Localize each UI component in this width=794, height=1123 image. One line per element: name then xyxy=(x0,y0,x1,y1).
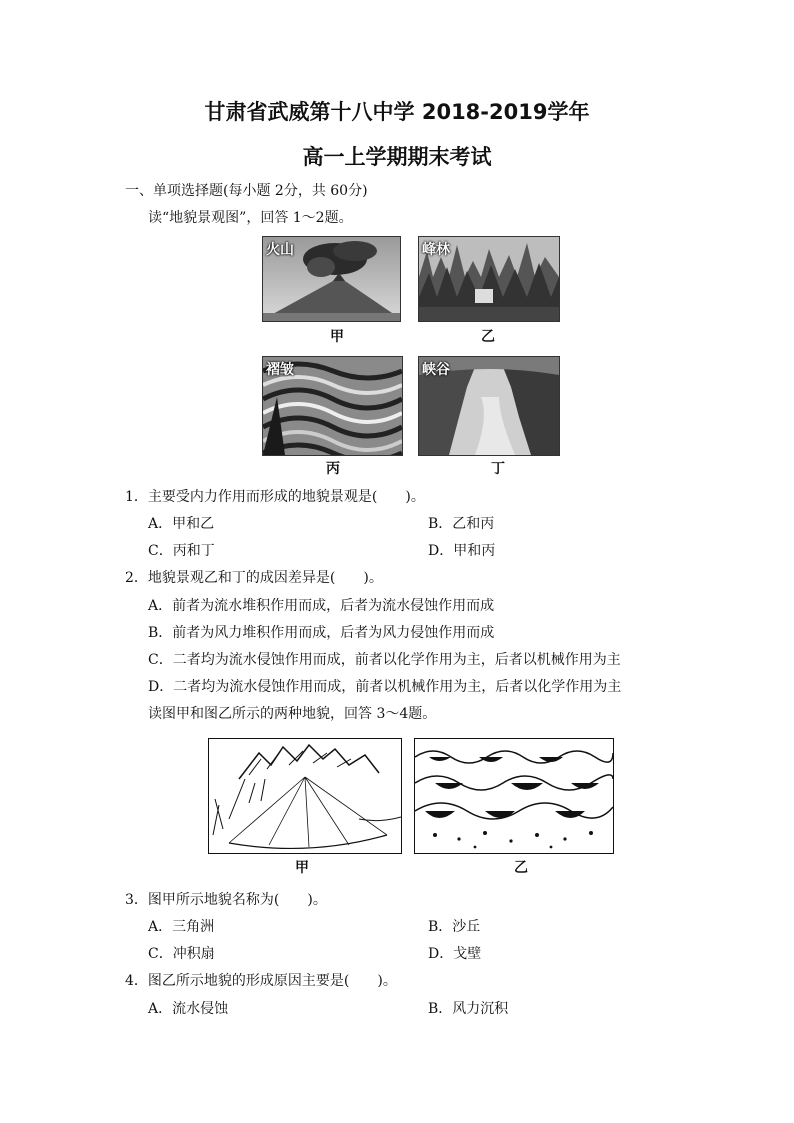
volcano-photo xyxy=(262,236,401,322)
question-1-stem: 1．主要受内力作用而形成的地貌景观是( )。 xyxy=(125,489,425,505)
fold-photo xyxy=(262,356,403,456)
question-3-option-d: D．戈壁 xyxy=(428,946,482,962)
question-2-option-b: B．前者为风力堆积作用而成，后者为风力侵蚀作用而成 xyxy=(148,625,495,641)
gorge-photo xyxy=(418,356,560,456)
photo-caption-ding: 丁 xyxy=(491,461,505,477)
sketch-caption-yi: 乙 xyxy=(514,860,528,876)
question-4-stem: 4．图乙所示地貌的形成原因主要是( )。 xyxy=(125,973,397,989)
question-3-stem: 3．图甲所示地貌名称为( )。 xyxy=(125,892,327,908)
photo-label-fold: 褶皱 xyxy=(266,362,294,378)
photo-caption-jia: 甲 xyxy=(330,329,344,345)
photo-label-gorge: 峡谷 xyxy=(422,362,450,378)
photo-caption-yi: 乙 xyxy=(481,329,495,345)
question-3-option-b: B．沙丘 xyxy=(428,919,481,935)
question-4-option-b: B．风力沉积 xyxy=(428,1001,509,1017)
question-1-option-b: B．乙和丙 xyxy=(428,516,495,532)
figure1-intro: 读“地貌景观图”，回答 1～2题。 xyxy=(148,210,353,226)
question-2-option-c: C．二者均为流水侵蚀作用而成，前者以化学作用为主，后者以机械作用为主 xyxy=(148,652,621,668)
photo-label-peak-forest: 峰林 xyxy=(422,242,450,258)
sketch-caption-jia: 甲 xyxy=(295,860,309,876)
question-1-option-a: A．甲和乙 xyxy=(148,516,215,532)
question-1-option-c: C．丙和丁 xyxy=(148,543,215,559)
figure2-intro: 读图甲和图乙所示的两种地貌，回答 3～4题。 xyxy=(148,706,437,722)
question-1-option-d: D．甲和丙 xyxy=(428,543,496,559)
question-3-option-c: C．冲积扇 xyxy=(148,946,215,962)
question-2-stem: 2．地貌景观乙和丁的成因差异是( )。 xyxy=(125,570,383,586)
photo-label-volcano: 火山 xyxy=(266,242,294,258)
page-title-line1: 甘肃省武威第十八中学 2018-2019学年 xyxy=(204,100,590,124)
photo-caption-bing: 丙 xyxy=(326,461,340,477)
question-2-option-a: A．前者为流水堆积作用而成，后者为流水侵蚀作用而成 xyxy=(148,598,495,614)
question-4-option-a: A．流水侵蚀 xyxy=(148,1001,229,1017)
sand-dune-sketch xyxy=(414,738,614,854)
question-2-option-d: D．二者均为流水侵蚀作用而成，前者以机械作用为主，后者以化学作用为主 xyxy=(148,679,622,695)
peak-forest-photo xyxy=(418,236,560,322)
question-3-option-a: A．三角洲 xyxy=(148,919,215,935)
alluvial-fan-sketch xyxy=(208,738,402,854)
page-title-line2: 高一上学期期末考试 xyxy=(302,145,492,169)
section-heading: 一、单项选择题(每小题 2分，共 60分) xyxy=(125,183,368,199)
